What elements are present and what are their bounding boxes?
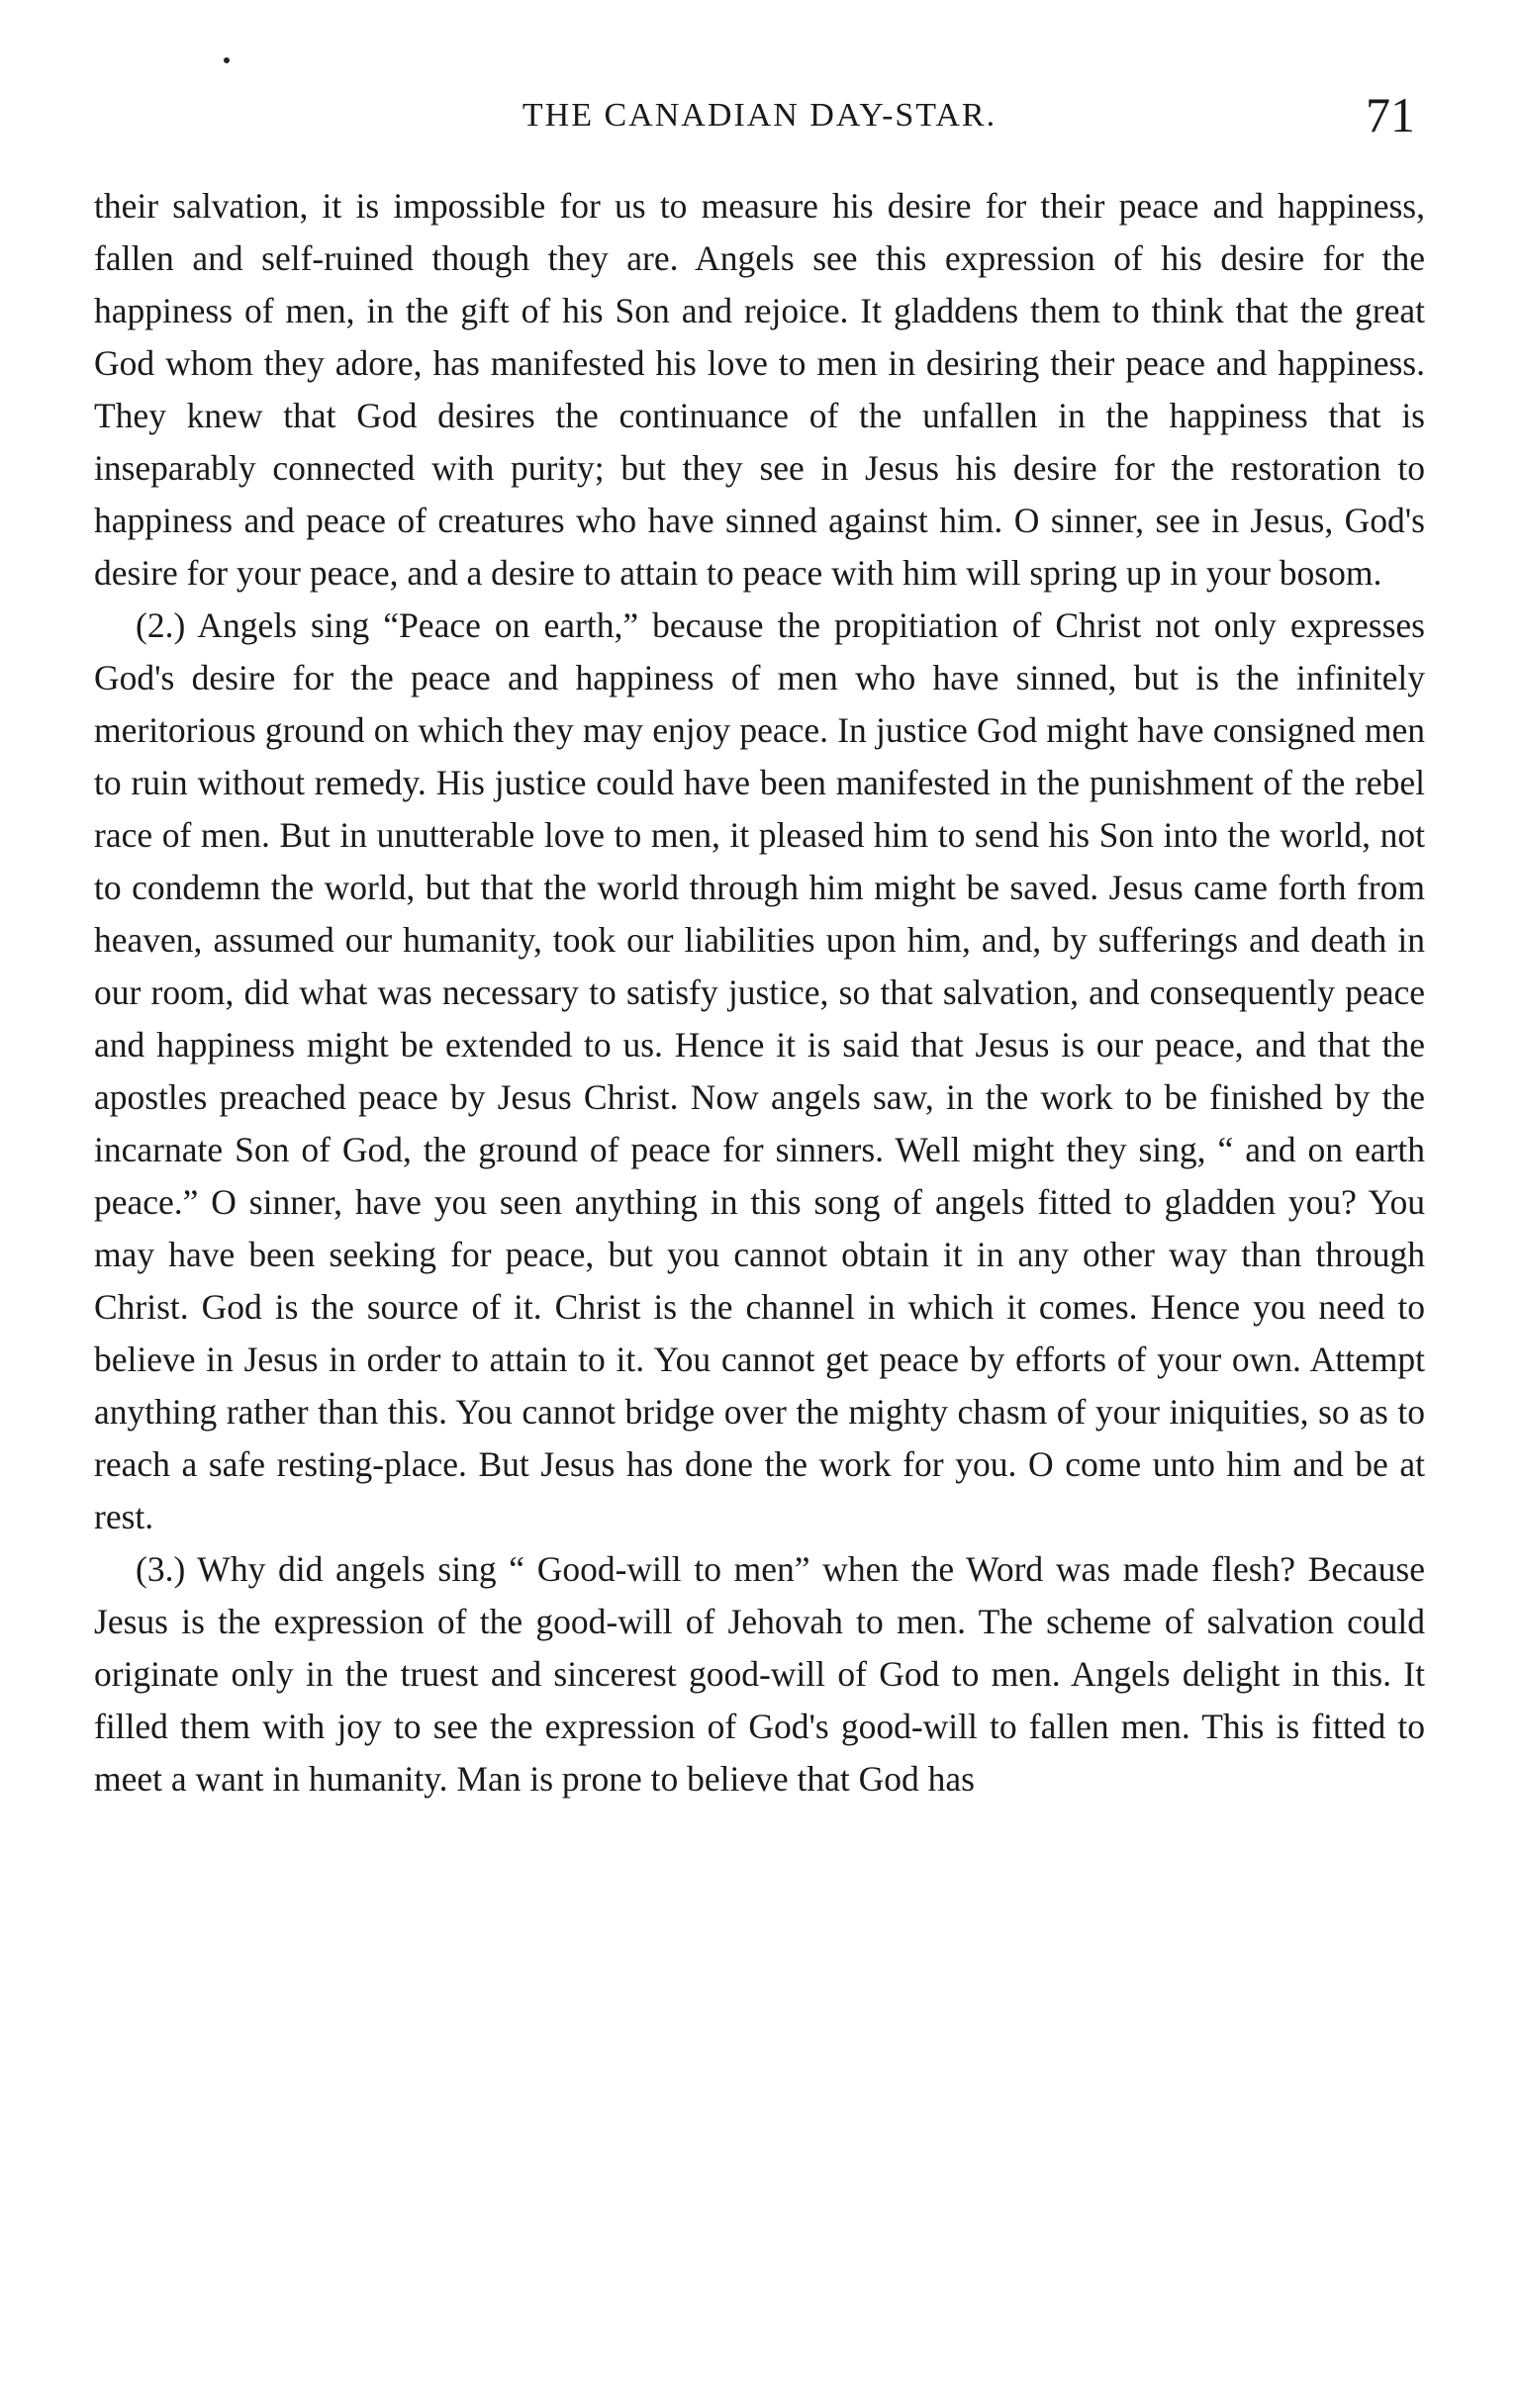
page-number: 71 [1366,87,1415,142]
paragraph-point-3: (3.) Why did angels sing “ Good-will to men” when the Word was made flesh? Because Jesus is the expression of the good-will of Jehovah to men. The scheme of salvation could originate only in the truest and sincerest good-will of God to men. Angels delight in this. It filled them with joy to see the expression of God's good-will to fallen men. This is fitted to meet a want in humanity. Man is prone to believe that God has [94,1549,1425,1799]
running-head [94,87,1425,142]
ink-speck [224,57,230,63]
running-title: THE CANADIAN DAY-STAR. [522,97,998,134]
paragraph-continued: their salvation, it is impossible for us to measure his desire for their peace and happiness, fallen and self-ruined though they are. Angels see this expression of his desire for the happiness of men, in the gift of his Son and rejoice. It gladdens them to think that the great God whom they adore, has manifested his love to men in desiring their peace and happiness. They knew that God desires the continuance of the unfallen in the happiness that is inseparably connected with purity; but they see in Jesus his desire for the restoration to happiness and peace of creatures who have sinned against him. O sinner, see in Jesus, God's desire for your peace, and a desire to attain to peace with him will spring up in your bosom. [94,186,1425,593]
paragraph-point-2: (2.) Angels sing “Peace on earth,” because the propitiation of Christ not only expresses God's desire for the peace and happiness of men who have sinned, but is the infinitely meritorious ground on which they may enjoy peace. In justice God might have consigned men to ruin without remedy. His justice could have been manifested in the punishment of the rebel race of men. But in unutterable love to men, it pleased him to send his Son into the world, not to condemn the world, but that the world through him might be saved. Jesus came forth from heaven, assumed our humanity, took our liabilities upon him, and, by sufferings and death in our room, did what was necessary to satisfy justice, so that salvation, and consequently peace and happiness might be extended to us. Hence it is said that Jesus is our peace, and that the apostles preached peace by Jesus Christ. Now angels saw, in the work to be finished by the incarnate Son of God, the ground of peace for sinners. Well might they sing, “ and on earth peace.” O sinner, have you seen anything in this song of angels fitted to gladden you? You may have been seeking for peace, but you cannot obtain it in any other way than through Christ. God is the source of it. Christ is the channel in which it comes. Hence you need to believe in Jesus in order to attain to it. You cannot get peace by efforts of your own. Attempt anything rather than this. You cannot bridge over the mighty chasm of your iniquities, so as to reach a safe resting-place. But Jesus has done the work for you. O come unto him and be at rest. [94,605,1425,1536]
body-text [94,180,1425,2366]
